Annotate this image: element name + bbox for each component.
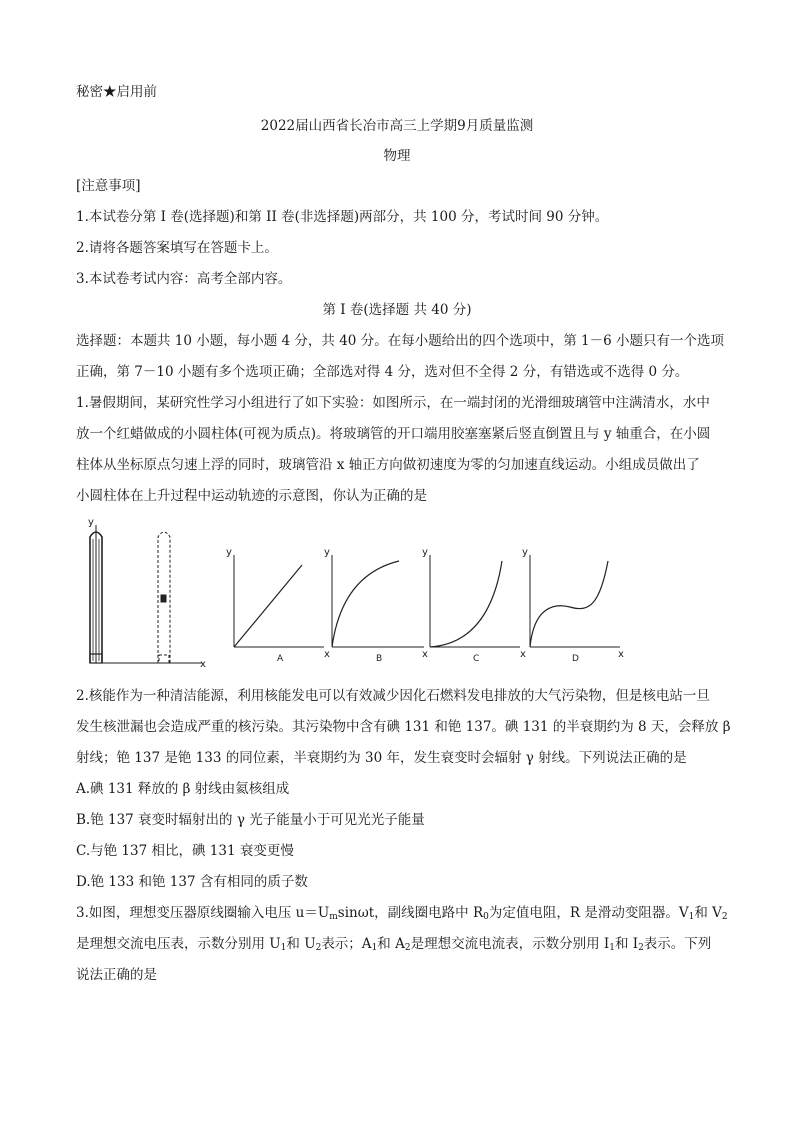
q3-text: 为定值电阻，R 是滑动变阻器。V	[488, 905, 689, 921]
question-1-figure	[84, 515, 644, 675]
question-2-option-c: C.与铯 137 相比，碘 131 衰变更慢	[76, 843, 294, 859]
trajectory-diagram	[84, 515, 644, 675]
q3-text: 表示。下列	[643, 936, 712, 952]
q3-sub: 0	[483, 912, 489, 922]
graph-d-x-label: x	[618, 649, 624, 660]
section-instructions: 选择题：本题共 10 小题，每小题 4 分，共 40 分。在每小题给出的四个选项中，第 1－6 小题只有一个选项	[76, 333, 724, 349]
q3-text: 是理想交流电流表，示数分别用 I	[410, 936, 610, 952]
graph-d-label: D	[572, 654, 579, 664]
note-item: 1.本试卷分第 I 卷(选择题)和第 II 卷(非选择题)两部分，共 100 分，考试时间 90 分钟。	[76, 209, 609, 225]
note-item: 3.本试卷考试内容：高考全部内容。	[76, 271, 292, 287]
graph-d-y-label: y	[522, 547, 528, 558]
question-3-line-2	[76, 934, 718, 954]
question-2-text: 射线；铯 137 是铯 133 的同位素，半衰期约为 30 年，发生衰变时会辐射 γ 射线。下列说法正确的是	[76, 750, 687, 766]
question-2-text: 2.核能作为一种清洁能源，利用核能发电可以有效减少因化石燃料发电排放的大气污染物，但是核电站一旦	[76, 688, 710, 704]
q3-sub: 1	[688, 912, 695, 922]
trajectory-c	[430, 561, 502, 647]
q3-text: 表示；A	[321, 936, 372, 952]
subject-title: 物理	[383, 148, 411, 164]
option-a-graph	[234, 555, 324, 647]
question-1-text: 小圆柱体在上升过程中运动轨迹的示意图，你认为正确的是	[76, 488, 427, 504]
question-2-option-a: A.碘 131 释放的 β 射线由氦核组成	[76, 781, 290, 797]
q3-sub: 1	[609, 943, 615, 953]
candle-cylinder	[161, 595, 166, 602]
section-title: 第 I 卷(选择题 共 40 分)	[322, 302, 472, 318]
q3-sub: m	[329, 912, 338, 922]
q3-text: 和 A	[377, 936, 405, 952]
note-item: 2.请将各题答案填写在答题卡上。	[76, 240, 278, 256]
graph-a-y-label: y	[226, 547, 232, 558]
graph-c-x-label: x	[520, 649, 526, 660]
q3-sub: 2	[315, 943, 322, 953]
apparatus-x-label: x	[200, 659, 206, 670]
option-b-graph	[332, 555, 424, 647]
secret-label: 秘密★启用前	[76, 84, 157, 100]
q3-text: 和 U	[286, 936, 316, 952]
exam-title: 2022届山西省长冶市高三上学期9月质量监测	[260, 118, 534, 134]
graph-b-x-label: x	[422, 649, 428, 660]
trajectory-b	[332, 561, 399, 647]
q3-sub: 2	[721, 912, 728, 922]
q3-text: 和 V	[694, 905, 722, 921]
question-1-text: 1.暑假期间，某研究性学习小组进行了如下实验：如图所示，在一端封闭的光滑细玻璃管中注满清水，水中	[76, 395, 710, 411]
trajectory-a	[234, 565, 302, 647]
graph-b-label: B	[376, 654, 383, 664]
question-2-option-d: D.铯 133 和铯 137 含有相同的质子数	[76, 874, 308, 890]
option-d-graph	[530, 555, 620, 647]
q3-text: sinωt，副线圈电路中 R	[337, 905, 484, 921]
q3-text: 和 I	[614, 936, 639, 952]
graph-b-y-label: y	[324, 547, 330, 558]
q3-sub: 2	[638, 943, 644, 953]
graph-c-label: C	[473, 654, 480, 664]
graph-c-y-label: y	[422, 547, 428, 558]
section-instructions: 正确，第 7－10 小题有多个选项正确；全部选对得 4 分，选对但不全得 2 分，有错选或不选得 0 分。	[76, 364, 689, 380]
question-1-text: 柱体从坐标原点匀速上浮的同时，玻璃管沿 x 轴正方向做初速度为零的匀加速直线运动。小组成员做出了	[76, 457, 700, 473]
question-2-option-b: B.铯 137 衰变时辐射出的 γ 光子能量小于可见光光子能量	[76, 812, 425, 828]
question-3-line-1	[76, 903, 728, 923]
q3-sub: 1	[280, 943, 287, 953]
notes-heading: [注意事项]	[76, 178, 141, 194]
q3-text: 是理想交流电压表，示数分别用 U	[76, 936, 281, 952]
q3-sub: 2	[404, 943, 411, 953]
option-c-graph	[430, 555, 520, 647]
q3-text: 3.如图，理想变压器原线圈输入电压 u＝U	[76, 905, 330, 921]
graph-a-x-label: x	[324, 649, 330, 660]
question-1-text: 放一个红蜡做成的小圆柱体(可视为质点)。将玻璃管的开口端用胶塞塞紧后竖直倒置且与 y 轴重合，在小圆	[76, 426, 711, 442]
trajectory-d	[530, 561, 608, 647]
apparatus-y-label: y	[88, 517, 94, 528]
q3-sub: 1	[371, 943, 378, 953]
question-2-text: 发生核泄漏也会造成严重的核污染。其污染物中含有碘 131 和铯 137。碘 131 的半衰期约为 8 天，会释放 β	[76, 719, 731, 735]
question-3-line-3: 说法正确的是	[76, 967, 157, 983]
graph-a-label: A	[277, 654, 284, 664]
